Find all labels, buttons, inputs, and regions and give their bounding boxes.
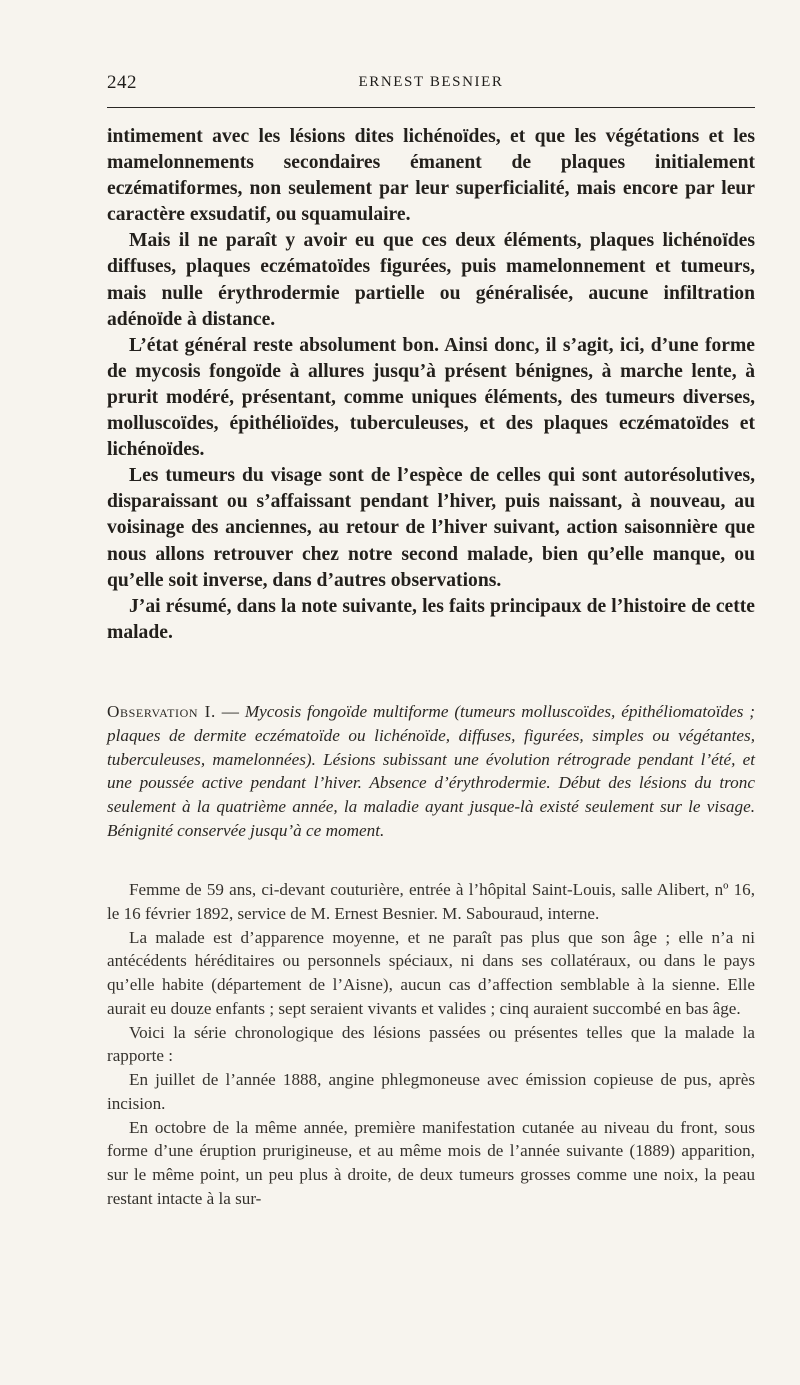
paragraph: Les tumeurs du visage sont de l’espèce de celles qui sont autorésolutives, disparaissant ou s’affaissant pendant l’hiver, puis naissant, à nouveau, au voisinage des anciennes, au retour de l’hiver suivant, action saisonnière que nous allons retrouver chez notre second malade, bien qu’elle manque, ou qu’elle soit inverse, dans d’autres observations. <box>107 465 755 591</box>
paragraph: intimement avec les lésions dites lichénoïdes, et que les végétations et les mamelonnements secondaires émanent de plaques initialement eczématiformes, non seulement par leur superficialité, mais encore par leur caractère exsudatif, ou squamulaire. <box>107 126 755 226</box>
case-paragraph: En juillet de l’année 1888, angine phlegmoneuse avec émission copieuse de pus, après incision. <box>107 1070 755 1113</box>
main-text <box>107 124 755 646</box>
case-paragraph: En octobre de la même année, première manifestation cutanée au niveau du front, sous forme d’une éruption prurigineuse, et au même mois de l’année suivante (1889) apparition, sur le même point, un peu plus à droite, de deux tumeurs grosses comme une noix, la peau restant intacte à la sur- <box>107 1117 755 1208</box>
running-head <box>107 72 755 98</box>
observation-heading <box>107 700 755 843</box>
running-title: ERNEST BESNIER <box>358 74 504 90</box>
observation-dash: — <box>215 702 245 721</box>
case-report <box>107 878 755 1211</box>
case-paragraph: Femme de 59 ans, ci-devant couturière, entrée à l’hôpital Saint-Louis, salle Alibert, nº 16, le 16 février 1892, service de M. Ernest Besnier. M. Sabouraud, interne. <box>107 880 755 923</box>
case-paragraph: Voici la série chronologique des lésions passées ou présentes telles que la malade la rapporte : <box>107 1022 755 1066</box>
header-rule <box>107 107 755 108</box>
paragraph: Mais il ne paraît y avoir eu que ces deux éléments, plaques lichénoïdes diffuses, plaques eczématoïdes figurées, puis mamelonnement et tumeurs, mais nulle érythrodermie partielle ou généralisée, aucune infiltration adénoïde à distance. <box>107 230 755 330</box>
paragraph: L’état général reste absolument bon. Ainsi donc, il s’agit, ici, d’une forme de mycosis fongoïde à allures jusqu’à présent bénignes, à marche lente, à prurit modéré, présentant, comme uniques éléments, des tumeurs diverses, molluscoïdes, épithélioïdes, tuberculeuses, et des plaques eczématoïdes et lichénoïdes. <box>107 334 755 461</box>
paragraph: J’ai résumé, dans la note suivante, les faits principaux de l’histoire de cette malade. <box>107 595 755 643</box>
observation-summary: Mycosis fongoïde multiforme (tumeurs molluscoïdes, épithéliomatoïdes ; plaques de dermite eczématoïde ou lichénoïde, diffuses, figurées, simples ou végétantes, tuberculeuses, mamelonnées). Lésions subissant une évolution rétrograde pendant l’été, et une poussée active pendant l’hiver. Absence d’érythrodermie. Début des lésions du tronc seulement à la quatrième année, la maladie ayant jusque-là existé seulement sur le visage. Bénignité conservée jusqu’à ce moment. <box>107 702 756 840</box>
observation-label: Observation I. <box>107 702 216 721</box>
case-paragraph: La malade est d’apparence moyenne, et ne paraît pas plus que son âge ; elle n’a ni antécédents héréditaires ou personnels spéciaux, ni dans ses collatéraux, ou dans le pays qu’elle habite (département de l’Aisne), aucun cas d’affection semblable à la sienne. Elle aurait eu douze enfants ; sept seraient vivants et valides ; cinq auraient succombé en bas âge. <box>107 927 755 1018</box>
page-number: 242 <box>107 72 137 93</box>
